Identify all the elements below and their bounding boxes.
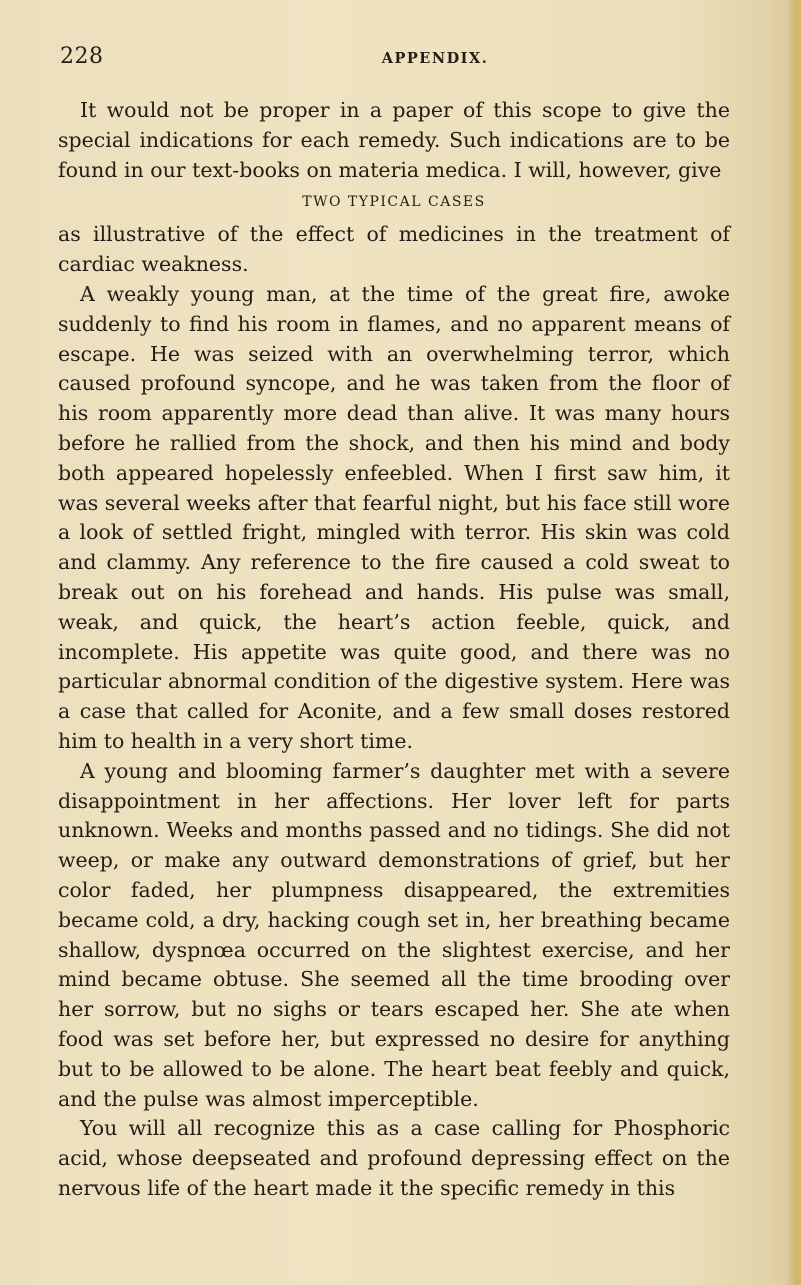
paragraph-case-two: A young and blooming farmer’s daughter met with a severe disappointment in her affections. Her lover left for parts unknown. Weeks and months passed and no tidings. She did not weep, or make any outward demonstrations of grief, but her color faded, her plumpness disappeared, the extremities became cold, a dry, hacking cough set in, her breathing became shallow, dyspnœa occurred on the slightest exercise, and her mind became obtuse. She seemed all the time brooding over her sorrow, but no sighs or tears escaped her. She ate when food was set before her, but expressed no desire for anything but to be allowed to be alone. The heart beat feebly and quick, and the pulse was almost imperceptible. (58, 758, 730, 1111)
paragraph-intro: It would not be proper in a paper of this scope to give the special indications for each remedy. Such indications are to be found in our text-books on materia medica. I will, however, give (58, 98, 730, 182)
section-subheading: TWO TYPICAL CASES (302, 194, 486, 211)
page-number: 228 (60, 44, 104, 69)
page-gutter-shadow (787, 0, 801, 1285)
page-header (60, 44, 740, 74)
paragraph-continuation: as illustrative of the effect of medicines in the treatment of cardiac weakness. (58, 222, 730, 277)
paragraph-conclusion: You will all recognize this as a case calling for Phosphoric acid, whose deepseated and profound depressing effect on the nervous life of the heart made it the specific remedy in this (58, 1116, 730, 1200)
paragraph-case-one: A weakly young man, at the time of the great fire, awoke suddenly to find his room in flames, and no apparent means of escape. He was seized with an overwhelming terror, which caused profound syncope, and he was taken from the floor of his room apparently more dead than alive. It was many hours before he rallied from the shock, and then his mind and body both appeared hopelessly enfeebled. When I first saw him, it was several weeks after that fearful night, but his face still wore a look of settled fright, mingled with terror. His skin was cold and clammy. Any reference to the fire caused a cold sweat to break out on his forehead and hands. His pulse was small, weak, and quick, the heart’s action feeble, quick, and incomplete. His appetite was quite good, and there was no particular abnormal condition of the digestive system. Here was a case that called for Aconite, and a few small doses restored him to health in a very short time. (58, 281, 730, 753)
running-head: APPENDIX. (381, 50, 489, 67)
body-text (58, 96, 730, 1204)
